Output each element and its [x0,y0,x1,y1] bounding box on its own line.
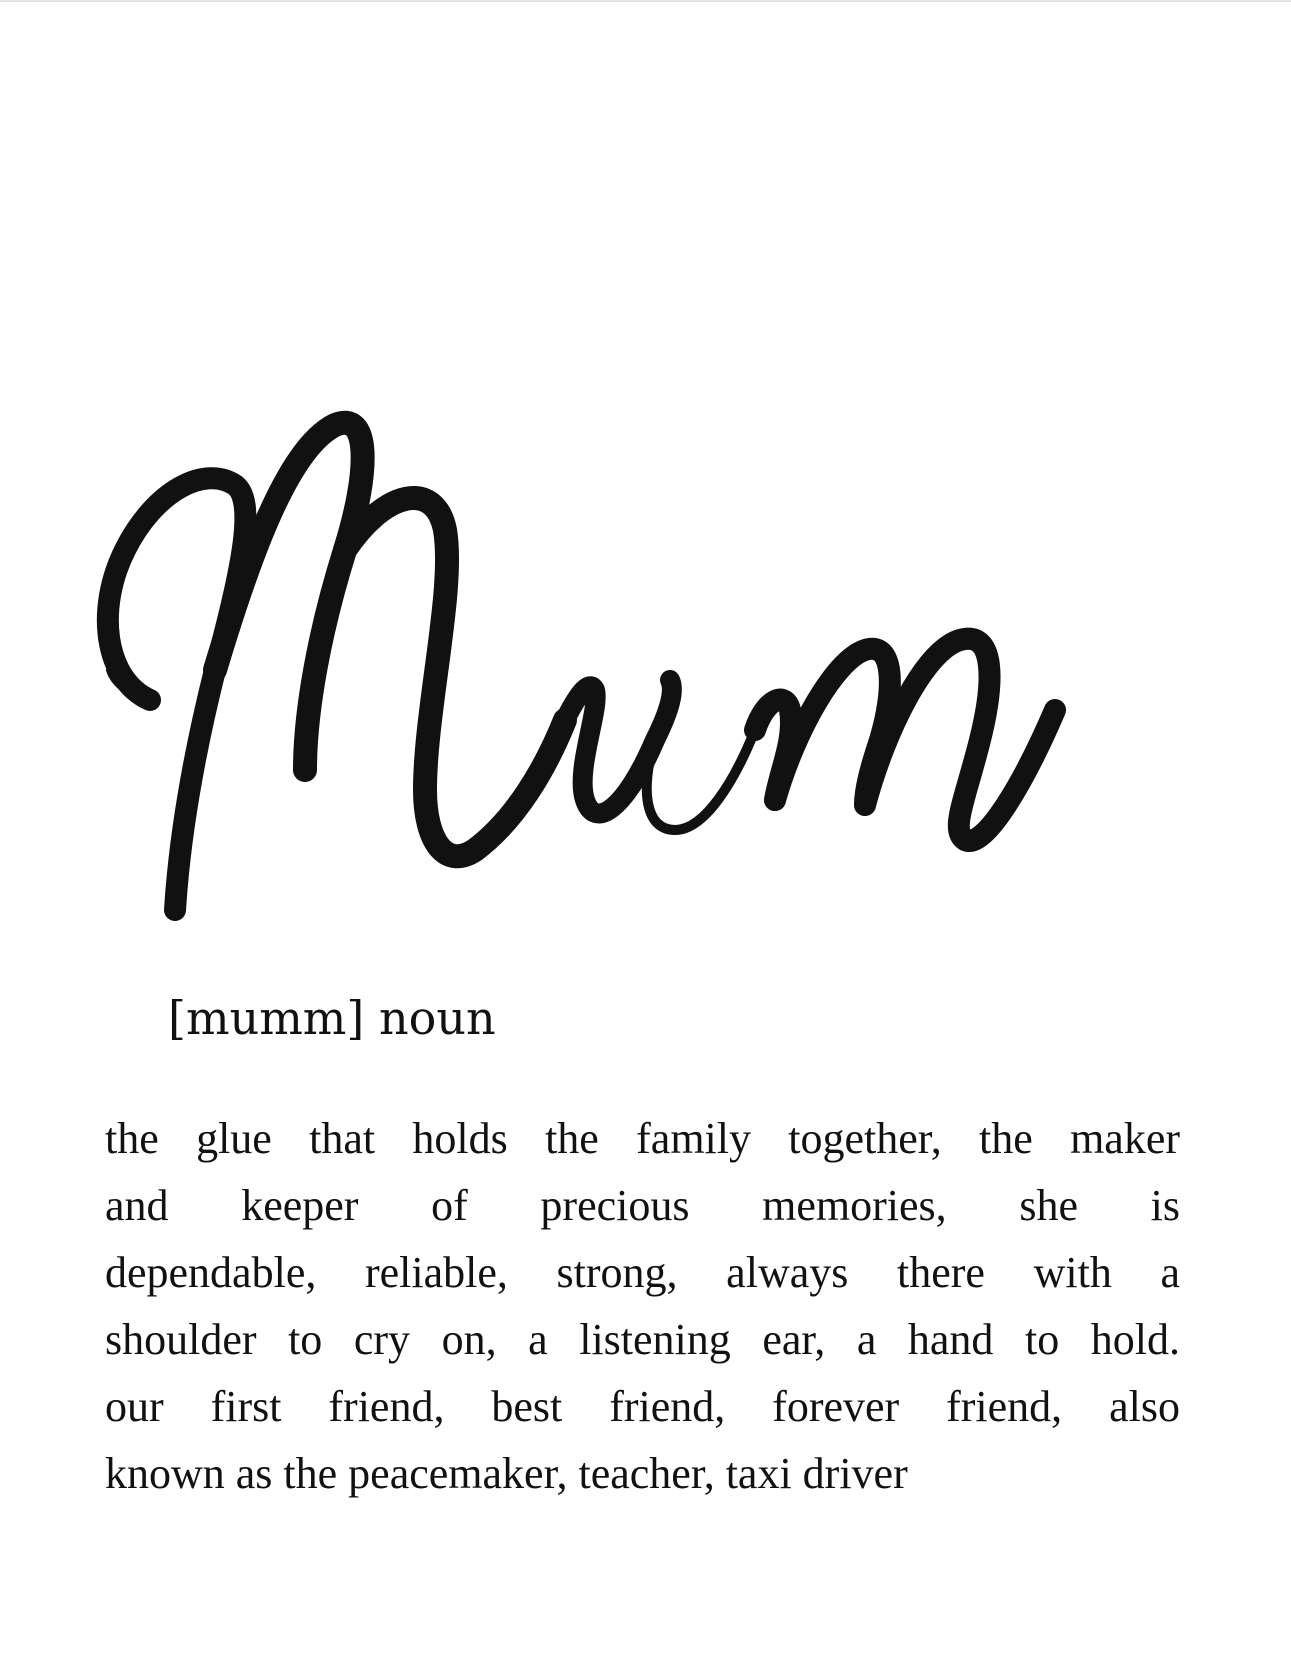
pronunciation-label: [mumm] noun [168,991,496,1045]
definition-line: the glue that holds the family together, the maker [105,1114,1180,1163]
script-title-lettering [95,410,1115,940]
top-border [0,0,1291,2]
definition-text [105,1105,1180,1507]
definition-line: dependable, reliable, strong, always there with a [105,1248,1180,1297]
definition-line: and keeper of precious memories, she is [105,1181,1180,1230]
definition-line: shoulder to cry on, a listening ear, a hand to hold. [105,1315,1180,1364]
definition-line: known as the peacemaker, teacher, taxi driver [105,1449,908,1498]
definition-line: our first friend, best friend, forever friend, also [105,1382,1180,1431]
script-title [95,410,1115,940]
